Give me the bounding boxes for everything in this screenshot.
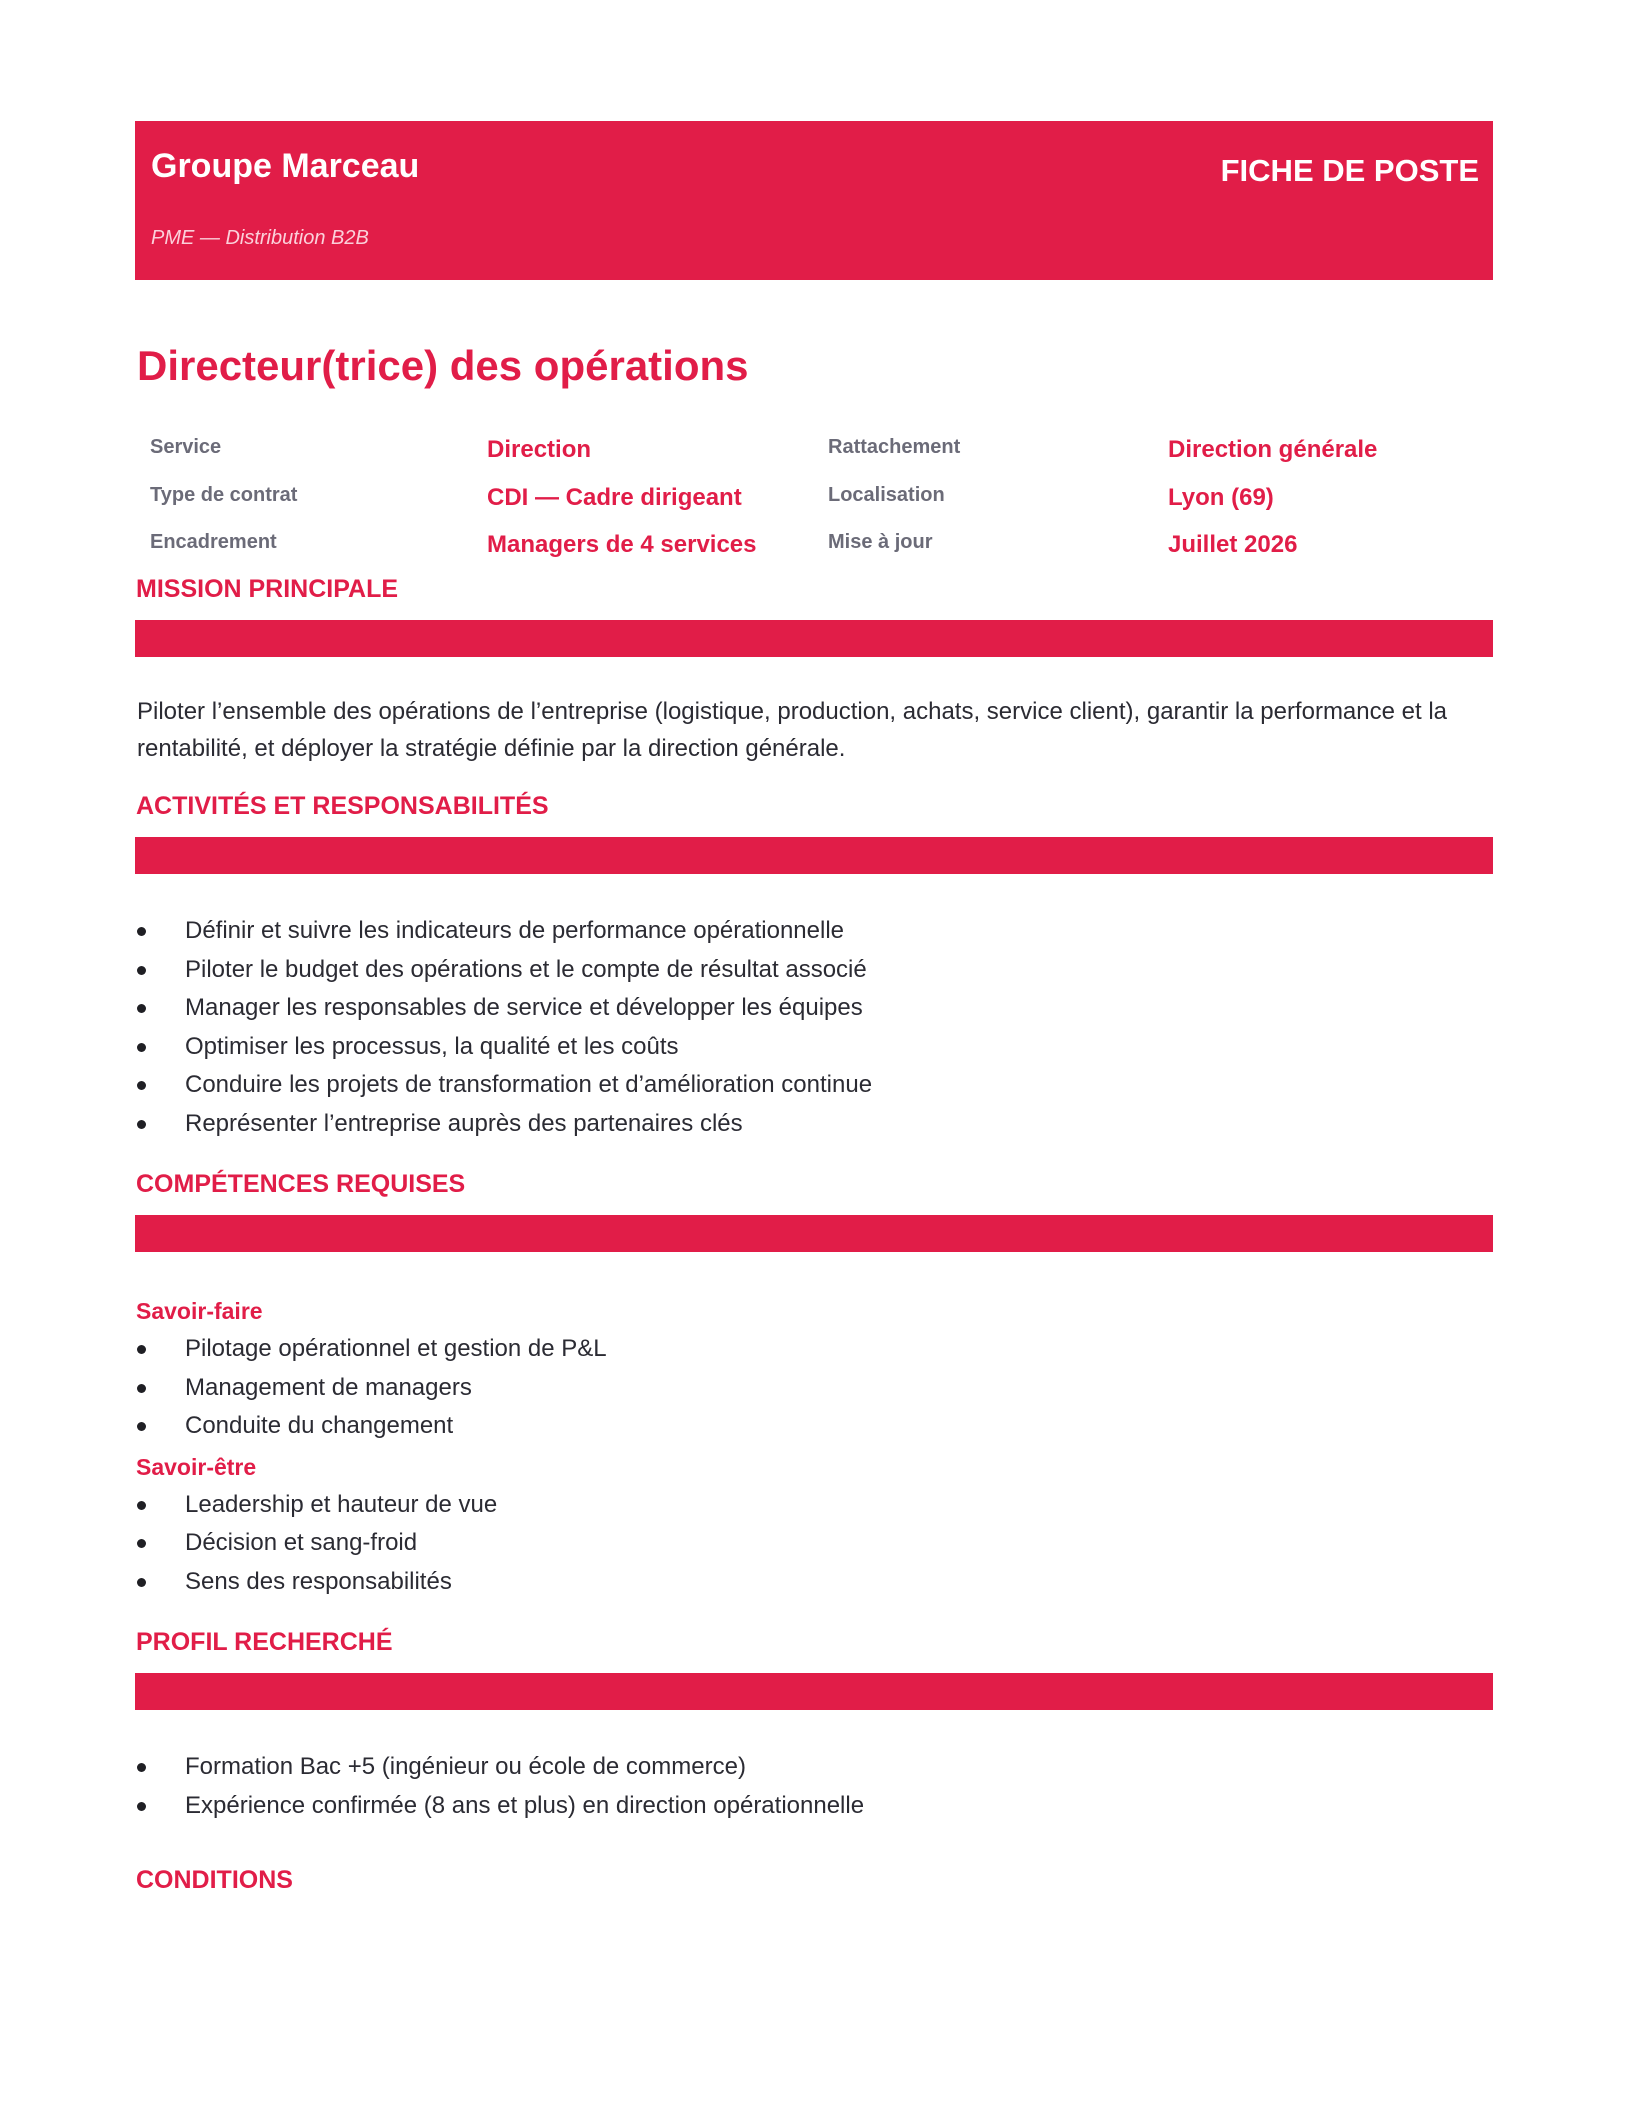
section-bar (135, 620, 1493, 657)
document-header (135, 121, 1493, 280)
meta-value-update: Juillet 2026 (1168, 531, 1298, 558)
list-item: Pilotage opérationnel et gestion de P&L (135, 1330, 1493, 1369)
bullet-icon (137, 1081, 146, 1090)
savoir-etre-list (135, 1486, 1493, 1602)
list-item: Management de managers (135, 1369, 1493, 1408)
document-type: FICHE DE POSTE (1220, 153, 1479, 188)
meta-label-location: Localisation (828, 484, 945, 506)
profile-list (135, 1748, 1493, 1825)
bullet-icon (137, 1384, 146, 1393)
job-description-document (135, 121, 1493, 1897)
section-activities (135, 789, 1493, 1143)
section-bar (135, 1215, 1493, 1252)
bullet-icon (137, 966, 146, 975)
list-item: Décision et sang-froid (135, 1524, 1493, 1563)
list-item: Piloter le budget des opérations et le compte de résultat associé (135, 951, 1493, 990)
bullet-icon (137, 1539, 146, 1548)
meta-label-service: Service (150, 436, 222, 458)
meta-label-rattachement: Rattachement (828, 436, 961, 458)
list-item: Formation Bac +5 (ingénieur ou école de commerce) (135, 1748, 1493, 1787)
bullet-icon (137, 1578, 146, 1587)
activities-list (135, 912, 1493, 1143)
company-subtitle: PME — Distribution B2B (151, 227, 369, 249)
bullet-icon (137, 1043, 146, 1052)
bullet-icon (137, 1763, 146, 1772)
list-item: Représenter l’entreprise auprès des partenaires clés (135, 1105, 1493, 1144)
section-bar (135, 1673, 1493, 1710)
meta-value-service: Direction (487, 436, 592, 463)
list-item: Définir et suivre les indicateurs de performance opérationnelle (135, 912, 1493, 951)
list-item: Optimiser les processus, la qualité et les coûts (135, 1028, 1493, 1067)
bullet-icon (137, 1501, 146, 1510)
subsection-title-savoir-etre: Savoir-être (136, 1453, 257, 1480)
section-mission (135, 572, 1493, 767)
job-metadata-grid (135, 436, 1493, 572)
section-title-profile: PROFIL RECHERCHÉ (136, 1628, 393, 1656)
bullet-icon (137, 1345, 146, 1354)
section-title-activities: ACTIVITÉS ET RESPONSABILITÉS (136, 792, 549, 820)
section-title-mission: MISSION PRINCIPALE (136, 575, 399, 603)
list-item: Sens des responsabilités (135, 1563, 1493, 1602)
mission-text: Piloter l’ensemble des opérations de l’entreprise (logistique, production, achats, service client), garantir la performance et la rentabilité, et déployer la stratégie définie par la direction générale. (137, 698, 1448, 762)
meta-value-rattachement: Direction générale (1168, 436, 1378, 463)
section-bar (135, 837, 1493, 874)
bullet-icon (137, 927, 146, 936)
meta-label-contract: Type de contrat (150, 484, 298, 506)
list-item: Leadership et hauteur de vue (135, 1486, 1493, 1525)
company-name: Groupe Marceau (151, 147, 420, 185)
meta-value-management: Managers de 4 services (487, 531, 757, 558)
bullet-icon (137, 1802, 146, 1811)
list-item: Conduite du changement (135, 1407, 1493, 1446)
list-item: Manager les responsables de service et développer les équipes (135, 989, 1493, 1028)
bullet-icon (137, 1422, 146, 1431)
savoir-faire-list (135, 1330, 1493, 1446)
list-item: Conduire les projets de transformation et d’amélioration continue (135, 1066, 1493, 1105)
meta-value-location: Lyon (69) (1168, 484, 1274, 511)
section-conditions (135, 1863, 1493, 1897)
section-profile (135, 1625, 1493, 1825)
meta-label-management: Encadrement (150, 531, 277, 553)
section-title-skills: COMPÉTENCES REQUISES (136, 1170, 466, 1198)
subsection-title-savoir-faire: Savoir-faire (136, 1298, 263, 1324)
list-item: Expérience confirmée (8 ans et plus) en direction opérationnelle (135, 1787, 1493, 1826)
section-title-conditions: CONDITIONS (136, 1866, 293, 1894)
bullet-icon (137, 1004, 146, 1013)
meta-value-contract: CDI — Cadre dirigeant (487, 484, 742, 511)
job-title: Directeur(trice) des opérations (137, 342, 749, 389)
bullet-icon (137, 1120, 146, 1129)
meta-label-update: Mise à jour (828, 531, 933, 553)
section-skills (135, 1167, 1493, 1601)
